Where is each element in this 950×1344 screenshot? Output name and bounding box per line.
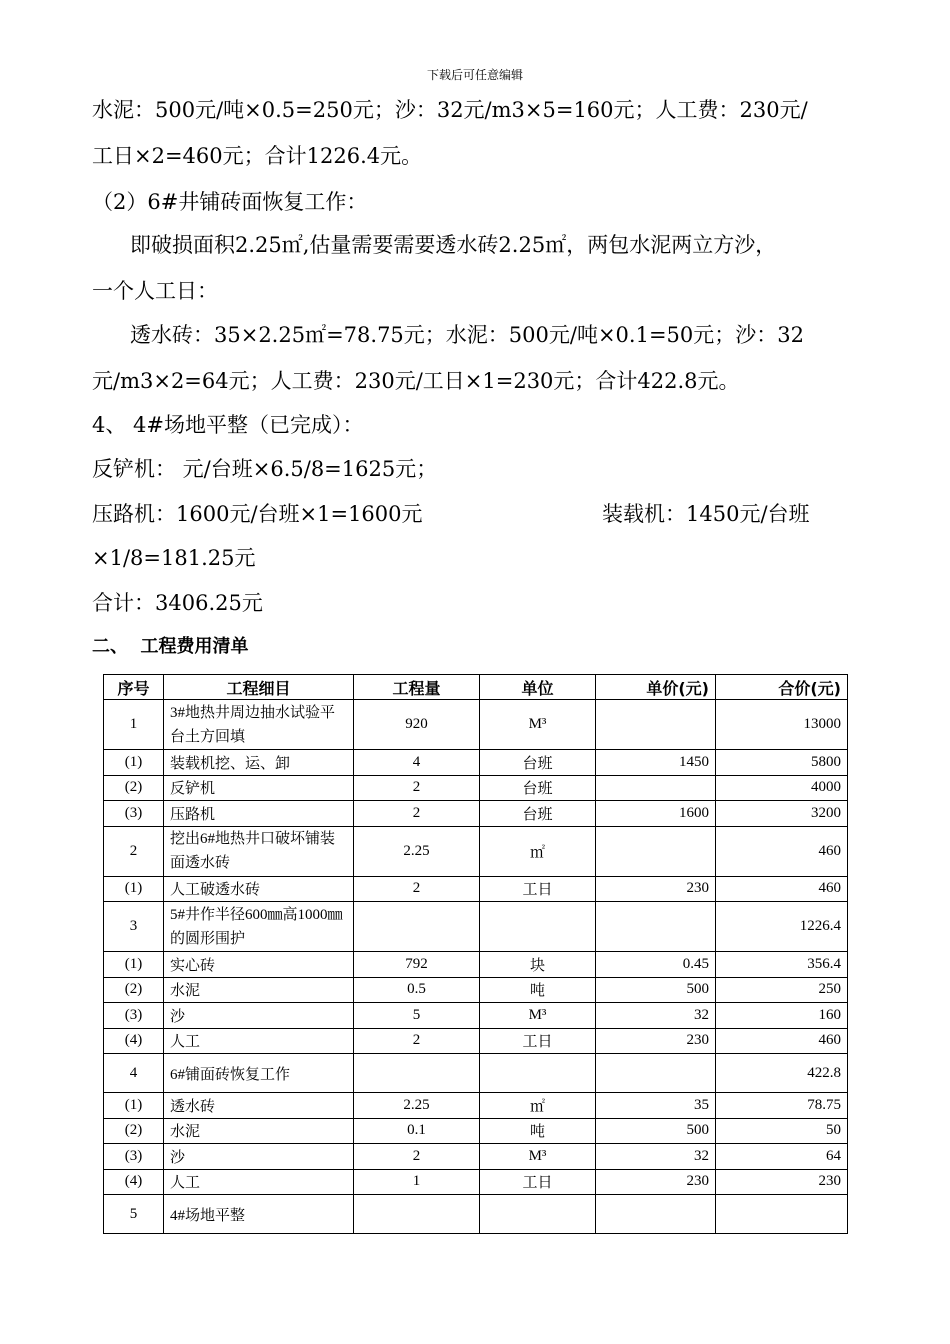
cell: 4000 (716, 775, 848, 801)
col-header-total: 合价(元) (716, 675, 848, 700)
cell: 人工 (164, 1169, 354, 1195)
cell: 422.8 (716, 1054, 848, 1093)
cell (596, 902, 716, 952)
cell: 2 (354, 1144, 480, 1170)
table-row (104, 977, 848, 1003)
text-line-3: （2）6#井铺砖面恢复工作： (92, 190, 368, 214)
cell: 500 (596, 977, 716, 1003)
cell: 500 (596, 1118, 716, 1144)
cost-table (103, 674, 848, 1234)
text-line-1: 水泥：500元/吨×0.5=250元；沙：32元/m3×5=160元；人工费：230元/ (92, 98, 808, 122)
cell: 2.25 (354, 826, 480, 876)
cell: 920 (354, 700, 480, 750)
cell: 230 (596, 1028, 716, 1054)
cell: 压路机 (164, 801, 354, 827)
cell: (3) (104, 1003, 164, 1029)
cell: 5 (354, 1003, 480, 1029)
cell: 4 (104, 1054, 164, 1093)
cell: 5800 (716, 750, 848, 776)
cell: 透水砖 (164, 1093, 354, 1119)
cell: 水泥 (164, 977, 354, 1003)
cell: 460 (716, 1028, 848, 1054)
cell: M³ (480, 1003, 596, 1029)
cell: 78.75 (716, 1093, 848, 1119)
cell: 人工 (164, 1028, 354, 1054)
table-row (104, 826, 848, 876)
cell: 台班 (480, 801, 596, 827)
cell: (1) (104, 952, 164, 978)
text-line-2: 工日×2=460元；合计1226.4元。 (92, 144, 423, 168)
table-row (104, 952, 848, 978)
table-row (104, 1169, 848, 1195)
cell: (2) (104, 775, 164, 801)
cell (596, 700, 716, 750)
cell: 356.4 (716, 952, 848, 978)
table-header-row (104, 675, 848, 700)
cell: 32 (596, 1144, 716, 1170)
text-line-4: 即破损面积2.25㎡,估量需要需要透水砖2.25㎡，两包水泥两立方沙， (130, 233, 777, 257)
text-line-11: ×1/8=181.25元 (92, 546, 256, 570)
table-row (104, 1054, 848, 1093)
table-row (104, 902, 848, 952)
page-header: 下载后可任意编辑 (426, 68, 523, 82)
table-row (104, 750, 848, 776)
cell: 0.45 (596, 952, 716, 978)
text-line-8: 4、 4#场地平整（已完成）： (92, 413, 364, 437)
cell: 50 (716, 1118, 848, 1144)
cell: 2 (354, 775, 480, 801)
cell: 3 (104, 902, 164, 952)
cell: 沙 (164, 1003, 354, 1029)
cell: 160 (716, 1003, 848, 1029)
cell: 5 (104, 1195, 164, 1234)
cell: (1) (104, 1093, 164, 1119)
cell: (1) (104, 876, 164, 902)
cell: 0.1 (354, 1118, 480, 1144)
cell: 4 (354, 750, 480, 776)
cell: 230 (596, 1169, 716, 1195)
cell: 块 (480, 952, 596, 978)
text-line-6: 透水砖：35×2.25㎡=78.75元；水泥：500元/吨×0.1=50元；沙：32 (130, 323, 804, 347)
cell: 台班 (480, 750, 596, 776)
cell: 工日 (480, 876, 596, 902)
section-title: 二、 工程费用清单 (92, 636, 249, 657)
cell: 2 (354, 1028, 480, 1054)
cell (480, 1195, 596, 1234)
cell: 250 (716, 977, 848, 1003)
cell (716, 1195, 848, 1234)
cell: 32 (596, 1003, 716, 1029)
col-header-qty: 工程量 (354, 675, 480, 700)
text-line-10: 压路机：1600元/台班×1=1600元 (92, 502, 423, 526)
cell: 2.25 (354, 1093, 480, 1119)
cell (354, 1195, 480, 1234)
cell: 工日 (480, 1028, 596, 1054)
cell: 2 (104, 826, 164, 876)
col-header-price: 单价(元) (596, 675, 716, 700)
cell: 792 (354, 952, 480, 978)
text-line-5: 一个人工日： (92, 279, 218, 303)
cell: 13000 (716, 700, 848, 750)
cell: 挖出6#地热井口破坏铺装面透水砖 (164, 826, 354, 876)
cell: 64 (716, 1144, 848, 1170)
cell: ㎡ (480, 1093, 596, 1119)
cell: 35 (596, 1093, 716, 1119)
cell: (2) (104, 1118, 164, 1144)
cell: (4) (104, 1028, 164, 1054)
cell: 4#场地平整 (164, 1195, 354, 1234)
cell: 0.5 (354, 977, 480, 1003)
cell: 台班 (480, 775, 596, 801)
cell: 3#地热井周边抽水试验平台土方回填 (164, 700, 354, 750)
cell (480, 1054, 596, 1093)
cell: M³ (480, 1144, 596, 1170)
col-header-no: 序号 (104, 675, 164, 700)
cell: 工日 (480, 1169, 596, 1195)
cell: 1 (354, 1169, 480, 1195)
cell: 实心砖 (164, 952, 354, 978)
table-row (104, 801, 848, 827)
table-row (104, 1144, 848, 1170)
cell: (1) (104, 750, 164, 776)
table-row (104, 1195, 848, 1234)
cell: 5#井作半径600㎜高1000㎜的圆形围护 (164, 902, 354, 952)
cell: 230 (596, 876, 716, 902)
cell: (2) (104, 977, 164, 1003)
cell: 460 (716, 826, 848, 876)
cell: 1450 (596, 750, 716, 776)
table-row (104, 1028, 848, 1054)
cell: 3200 (716, 801, 848, 827)
table-row (104, 1118, 848, 1144)
table-row (104, 1093, 848, 1119)
cell: 水泥 (164, 1118, 354, 1144)
table-row (104, 1003, 848, 1029)
text-line-7: 元/m3×2=64元；人工费：230元/工日×1=230元；合计422.8元。 (92, 369, 740, 393)
cell: M³ (480, 700, 596, 750)
cell: (4) (104, 1169, 164, 1195)
col-header-item: 工程细目 (164, 675, 354, 700)
cell (354, 1054, 480, 1093)
cell: 460 (716, 876, 848, 902)
col-header-unit: 单位 (480, 675, 596, 700)
cell: 230 (716, 1169, 848, 1195)
cell (354, 902, 480, 952)
text-line-9: 反铲机： 元/台班×6.5/8=1625元； (92, 457, 438, 481)
cell: 吨 (480, 1118, 596, 1144)
cell: ㎡ (480, 826, 596, 876)
cell: 1226.4 (716, 902, 848, 952)
cell (480, 902, 596, 952)
table-row (104, 876, 848, 902)
table-row (104, 775, 848, 801)
cell (596, 1054, 716, 1093)
cell: 1600 (596, 801, 716, 827)
table-row (104, 700, 848, 750)
cell: 人工破透水砖 (164, 876, 354, 902)
cell: 反铲机 (164, 775, 354, 801)
cell: 装载机挖、运、卸 (164, 750, 354, 776)
cell: (3) (104, 1144, 164, 1170)
cell (596, 826, 716, 876)
cell: 沙 (164, 1144, 354, 1170)
cell: 2 (354, 876, 480, 902)
cell (596, 775, 716, 801)
text-line-12: 合计：3406.25元 (92, 591, 263, 615)
cell: (3) (104, 801, 164, 827)
cell: 2 (354, 801, 480, 827)
cell (596, 1195, 716, 1234)
cell: 吨 (480, 977, 596, 1003)
cell: 6#铺面砖恢复工作 (164, 1054, 354, 1093)
cell: 1 (104, 700, 164, 750)
text-line-10b: 装载机：1450元/台班 (602, 502, 810, 526)
